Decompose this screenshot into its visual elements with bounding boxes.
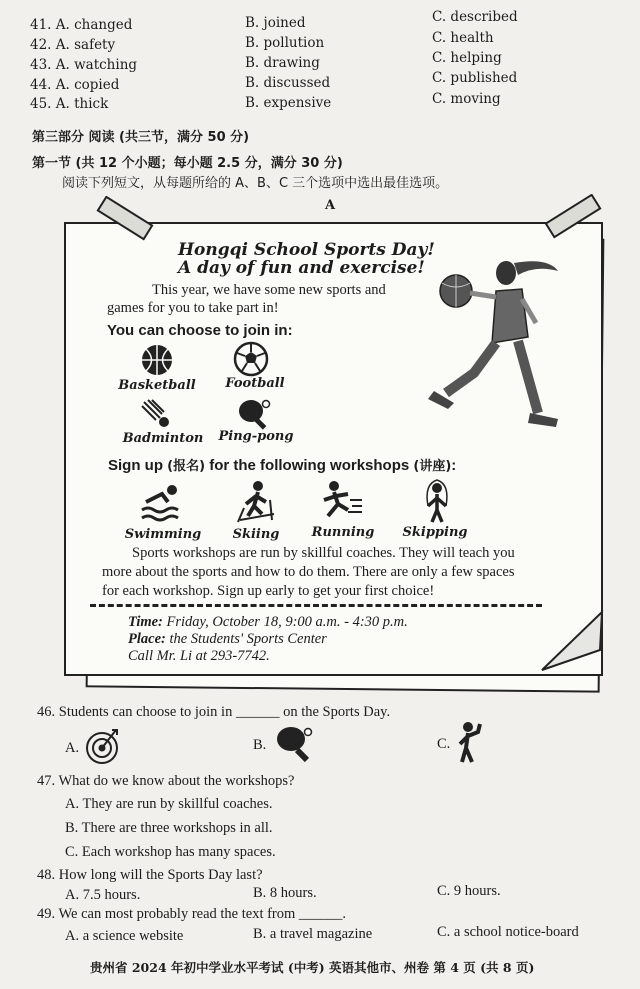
option-43b: B. drawing (245, 55, 320, 71)
basketball-icon (140, 343, 174, 377)
skipping-icon (420, 478, 454, 526)
q49-stem: 49. We can most probably read the text from ______. (37, 906, 347, 922)
option-41b: B. joined (245, 15, 306, 31)
q46-stem: 46. Students can choose to join in ______ on the Sports Day. (37, 704, 391, 720)
badminton-icon (138, 396, 172, 430)
choose-heading: You can choose to join in: (107, 322, 293, 339)
option-45c: C. moving (432, 91, 501, 107)
q49-option-c: C. a school notice-board (437, 924, 579, 940)
running-icon (318, 480, 364, 524)
event-call: Call Mr. Li at 293-7742. (128, 648, 270, 664)
q46-option-c: C. (437, 736, 451, 752)
option-41a: 41. A. changed (30, 17, 133, 33)
subsection-heading: 第一节 (共 12 个小题；每小题 2.5 分，满分 30 分) (32, 156, 343, 171)
time-label: Time: (128, 614, 163, 630)
time-value: Friday, October 18, 9:00 a.m. - 4:30 p.m. (162, 614, 408, 630)
option-44c: C. published (432, 70, 518, 86)
football-icon (233, 341, 269, 377)
q47-option-c: C. Each workshop has many spaces. (65, 844, 276, 860)
poster-title-1: Hongqi School Sports Day! (178, 240, 435, 260)
tape-right-icon (540, 194, 606, 240)
dashed-divider (90, 604, 542, 607)
instruction: 阅读下列短文，从每题所给的 A、B、C 三个选项中选出最佳选项。 (62, 176, 449, 191)
option-43a: 43. A. watching (30, 57, 138, 73)
poster-intro-2: games for you to take part in! (107, 300, 279, 316)
q47-stem: 47. What do we know about the workshops? (37, 773, 295, 789)
hiking-person-icon (456, 720, 486, 766)
option-42b: B. pollution (245, 35, 325, 51)
q48-option-b: B. 8 hours. (253, 885, 317, 901)
event-place (128, 631, 327, 648)
archery-target-icon (84, 726, 120, 766)
ping-pong-icon (274, 724, 314, 764)
signup-heading (108, 455, 456, 474)
option-42c: C. health (432, 30, 494, 46)
option-44a: 44. A. copied (30, 77, 120, 93)
q48-option-c: C. 9 hours. (437, 883, 501, 899)
option-42a: 42. A. safety (30, 37, 116, 53)
sport-basketball: Basketball (118, 378, 196, 393)
poster-title-2: A day of fun and exercise! (178, 258, 425, 278)
tape-left-icon (92, 196, 158, 242)
part-heading: 第三部分 阅读 (共三节，满分 50 分) (32, 130, 250, 145)
curled-corner-icon (540, 610, 604, 672)
sport-football: Football (225, 376, 285, 391)
place-label: Place: (128, 631, 166, 647)
workshop-skiing: Skiing (232, 527, 280, 542)
signup-pre: Sign up (108, 457, 168, 474)
sport-badminton: Badminton (122, 431, 204, 446)
option-43c: C. helping (432, 50, 502, 66)
option-45a: 45. A. thick (30, 96, 109, 112)
workshop-skipping: Skipping (402, 525, 468, 540)
poster-body-1: Sports workshops are run by skillful coaches. They will teach you (132, 545, 515, 561)
sport-ping-pong: Ping-pong (218, 429, 294, 444)
option-45b: B. expensive (245, 95, 332, 111)
q46-option-b: B. (253, 737, 267, 753)
workshop-swimming: Swimming (124, 527, 202, 542)
poster-body-2: more about the sports and how to do them. There are only a few spaces (102, 564, 515, 580)
basketball-player-illustration (418, 253, 568, 438)
poster-intro-1: This year, we have some new sports and (152, 282, 386, 298)
event-time (128, 614, 408, 631)
q46-option-a: A. (65, 740, 80, 756)
q48-stem: 48. How long will the Sports Day last? (37, 867, 263, 883)
page-footer: 贵州省 2024 年初中学业水平考试 (中考) 英语其他市、州卷 第 4 页 (共 8 页) (90, 960, 535, 975)
signup-mid: for the following workshops (205, 457, 414, 474)
ping-pong-paddle-icon (236, 396, 272, 432)
q47-option-b: B. There are three workshops in all. (65, 820, 273, 836)
q47-option-a: A. They are run by skillful coaches. (65, 796, 273, 812)
q49-option-b: B. a travel magazine (253, 926, 373, 942)
skiing-icon (234, 480, 278, 524)
poster-body-3: for each workshop. Sign up early to get your first choice! (102, 583, 435, 599)
passage-letter: A (325, 198, 336, 213)
q48-option-a: A. 7.5 hours. (65, 887, 141, 903)
signup-end: : (451, 457, 457, 474)
workshop-running: Running (311, 525, 375, 540)
place-value: the Students' Sports Center (165, 631, 327, 647)
option-44b: B. discussed (245, 75, 331, 91)
q49-option-a: A. a science website (65, 928, 184, 944)
signup-cn-1: (报名) (167, 459, 206, 474)
option-41c: C. described (432, 9, 518, 25)
swimming-icon (140, 482, 182, 524)
signup-cn-2: (讲座) (413, 459, 452, 474)
